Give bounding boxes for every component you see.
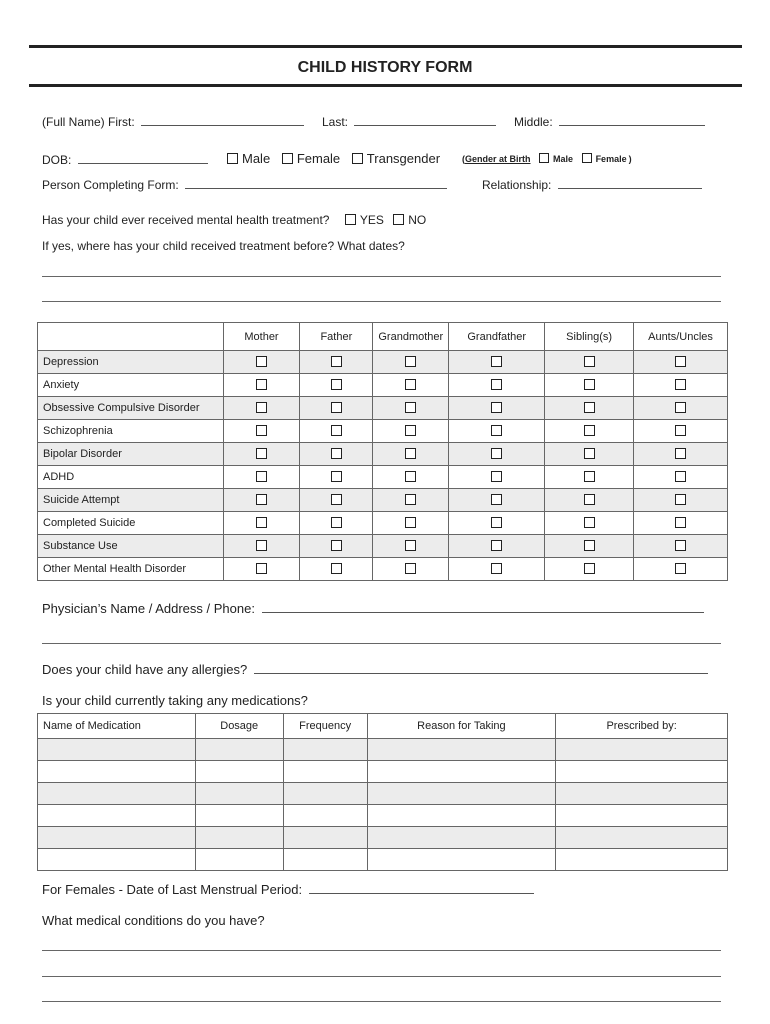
person-completing-group xyxy=(42,177,447,192)
physician-field[interactable] xyxy=(262,601,704,613)
checkbox-cell xyxy=(223,535,300,558)
checkbox-cell xyxy=(223,466,300,489)
medication-cell[interactable] xyxy=(38,827,196,849)
table-row xyxy=(38,420,728,443)
checkbox-cell xyxy=(545,351,634,374)
table-row xyxy=(38,558,728,581)
condition-label: Bipolar Disorder xyxy=(38,443,224,466)
relative-checkbox[interactable] xyxy=(256,563,267,574)
checkbox-cell xyxy=(449,351,545,374)
medication-cell[interactable] xyxy=(367,805,556,827)
medications-table-header xyxy=(38,714,728,739)
medication-cell[interactable] xyxy=(367,761,556,783)
medication-cell[interactable] xyxy=(556,783,728,805)
relative-checkbox[interactable] xyxy=(331,379,342,390)
dob-group xyxy=(42,152,208,167)
condition-label: ADHD xyxy=(38,466,224,489)
checkbox-cell xyxy=(373,466,449,489)
checkbox-cell xyxy=(634,535,728,558)
relative-checkbox[interactable] xyxy=(675,517,686,528)
table-row xyxy=(38,466,728,489)
checkbox-cell xyxy=(634,489,728,512)
checkbox-cell xyxy=(223,420,300,443)
medication-cell[interactable] xyxy=(556,827,728,849)
checkbox-cell xyxy=(545,489,634,512)
relative-checkbox[interactable] xyxy=(405,517,416,528)
relative-checkbox[interactable] xyxy=(491,402,502,413)
relative-checkbox[interactable] xyxy=(331,471,342,482)
checkbox-cell xyxy=(223,489,300,512)
relative-checkbox[interactable] xyxy=(405,425,416,436)
relative-checkbox[interactable] xyxy=(256,425,267,436)
relative-checkbox[interactable] xyxy=(331,356,342,367)
paren-close: ) xyxy=(628,154,632,164)
conditions-line-3[interactable] xyxy=(42,1001,721,1002)
medication-cell[interactable] xyxy=(283,739,367,761)
relative-checkbox[interactable] xyxy=(584,494,595,505)
treatment-group xyxy=(42,213,426,227)
relative-checkbox[interactable] xyxy=(331,402,342,413)
relative-checkbox[interactable] xyxy=(584,379,595,390)
table-row xyxy=(38,761,728,783)
column-header: Aunts/Uncles xyxy=(634,323,728,351)
checkbox-cell xyxy=(634,443,728,466)
condition-label: Depression xyxy=(38,351,224,374)
checkbox-cell xyxy=(223,397,300,420)
treatment-answer-line-2[interactable] xyxy=(42,301,721,302)
last-name-group xyxy=(322,114,496,129)
checkbox-cell xyxy=(223,512,300,535)
person-completing-label: Person Completing Form: xyxy=(42,178,179,192)
relative-checkbox[interactable] xyxy=(584,448,595,459)
column-header: Prescribed by: xyxy=(556,714,728,739)
checkbox-cell xyxy=(449,535,545,558)
checkbox-cell xyxy=(449,558,545,581)
transgender-label: Transgender xyxy=(366,151,441,166)
checkbox-cell xyxy=(449,512,545,535)
checkbox-cell xyxy=(634,397,728,420)
medication-cell[interactable] xyxy=(283,827,367,849)
relative-checkbox[interactable] xyxy=(405,448,416,459)
checkbox-cell xyxy=(373,535,449,558)
checkbox-cell xyxy=(545,558,634,581)
relative-checkbox[interactable] xyxy=(584,356,595,367)
treatment-followup: If yes, where has your child received treatment before? What dates? xyxy=(42,239,405,253)
condition-label: Anxiety xyxy=(38,374,224,397)
table-row xyxy=(38,783,728,805)
last-name-label: Last: xyxy=(322,115,349,129)
checkbox-cell xyxy=(545,512,634,535)
medication-cell[interactable] xyxy=(556,849,728,871)
column-header: Frequency xyxy=(283,714,367,739)
first-name-field[interactable] xyxy=(141,114,304,126)
physician-line-2[interactable] xyxy=(42,643,721,644)
medication-cell[interactable] xyxy=(195,783,283,805)
last-name-field[interactable] xyxy=(354,114,496,126)
table-row xyxy=(38,397,728,420)
first-name-label: (Full Name) First: xyxy=(42,115,135,129)
title-rule xyxy=(29,84,742,87)
menstrual-group xyxy=(42,882,534,897)
column-header: Name of Medication xyxy=(38,714,196,739)
checkbox-cell xyxy=(449,443,545,466)
relative-checkbox[interactable] xyxy=(584,402,595,413)
checkbox-cell xyxy=(223,374,300,397)
medication-cell[interactable] xyxy=(38,761,196,783)
checkbox-cell xyxy=(223,443,300,466)
medication-cell[interactable] xyxy=(283,849,367,871)
checkbox-cell xyxy=(300,374,373,397)
medication-cell[interactable] xyxy=(556,739,728,761)
checkbox-cell xyxy=(449,420,545,443)
relative-checkbox[interactable] xyxy=(584,540,595,551)
relative-checkbox[interactable] xyxy=(675,540,686,551)
medication-cell[interactable] xyxy=(367,739,556,761)
physician-group xyxy=(42,601,704,616)
table-row xyxy=(38,351,728,374)
relative-checkbox[interactable] xyxy=(331,448,342,459)
medication-cell[interactable] xyxy=(283,783,367,805)
checkbox-cell xyxy=(634,374,728,397)
birth-female-label: Female xyxy=(595,154,627,164)
condition-label: Suicide Attempt xyxy=(38,489,224,512)
checkbox-cell xyxy=(373,374,449,397)
paren-open: ( xyxy=(462,154,465,164)
condition-label: Schizophrenia xyxy=(38,420,224,443)
medication-cell[interactable] xyxy=(195,805,283,827)
table-row xyxy=(38,374,728,397)
relative-checkbox[interactable] xyxy=(491,494,502,505)
column-header: Dosage xyxy=(195,714,283,739)
middle-name-group xyxy=(514,114,705,129)
relative-checkbox[interactable] xyxy=(405,563,416,574)
relative-checkbox[interactable] xyxy=(405,471,416,482)
medication-cell[interactable] xyxy=(195,739,283,761)
yes-label: YES xyxy=(359,213,384,227)
table-row xyxy=(38,827,728,849)
column-header: Mother xyxy=(223,323,300,351)
medication-cell[interactable] xyxy=(195,761,283,783)
table-row xyxy=(38,849,728,871)
relative-checkbox[interactable] xyxy=(405,356,416,367)
checkbox-cell xyxy=(373,351,449,374)
relative-checkbox[interactable] xyxy=(584,517,595,528)
checkbox-cell xyxy=(300,351,373,374)
dob-field[interactable] xyxy=(78,152,208,164)
medication-cell[interactable] xyxy=(195,827,283,849)
checkbox-cell xyxy=(300,512,373,535)
checkbox-cell xyxy=(545,466,634,489)
family-table-header xyxy=(38,323,728,351)
gender-at-birth-label: Gender at Birth xyxy=(465,154,531,164)
condition-label: Substance Use xyxy=(38,535,224,558)
medication-cell[interactable] xyxy=(367,783,556,805)
relative-checkbox[interactable] xyxy=(491,356,502,367)
checkbox-cell xyxy=(634,351,728,374)
person-completing-field[interactable] xyxy=(185,177,447,189)
checkbox-cell xyxy=(634,466,728,489)
medication-cell[interactable] xyxy=(556,761,728,783)
female-checkbox[interactable] xyxy=(282,153,293,164)
relative-checkbox[interactable] xyxy=(584,563,595,574)
allergies-field[interactable] xyxy=(254,662,708,674)
relative-checkbox[interactable] xyxy=(491,563,502,574)
relative-checkbox[interactable] xyxy=(584,425,595,436)
top-rule xyxy=(29,45,742,48)
column-header: Father xyxy=(300,323,373,351)
male-label: Male xyxy=(242,151,271,166)
relative-checkbox[interactable] xyxy=(405,540,416,551)
relative-checkbox[interactable] xyxy=(331,425,342,436)
relative-checkbox[interactable] xyxy=(405,402,416,413)
relative-checkbox[interactable] xyxy=(491,425,502,436)
relative-checkbox[interactable] xyxy=(675,494,686,505)
checkbox-cell xyxy=(449,489,545,512)
checkbox-cell xyxy=(449,397,545,420)
checkbox-cell xyxy=(300,489,373,512)
column-header: Grandmother xyxy=(373,323,449,351)
conditions-line-2[interactable] xyxy=(42,976,721,977)
medication-cell[interactable] xyxy=(367,849,556,871)
yes-checkbox[interactable] xyxy=(345,214,356,225)
medication-cell[interactable] xyxy=(556,805,728,827)
no-checkbox[interactable] xyxy=(393,214,404,225)
checkbox-cell xyxy=(634,558,728,581)
allergies-label: Does your child have any allergies? xyxy=(42,662,248,677)
transgender-checkbox[interactable] xyxy=(352,153,363,164)
relative-checkbox[interactable] xyxy=(675,379,686,390)
menstrual-field[interactable] xyxy=(309,882,534,894)
medications-table xyxy=(37,713,728,871)
relative-checkbox[interactable] xyxy=(675,402,686,413)
checkbox-cell xyxy=(634,420,728,443)
checkbox-cell xyxy=(300,443,373,466)
relative-checkbox[interactable] xyxy=(256,471,267,482)
relative-checkbox[interactable] xyxy=(256,379,267,390)
relative-checkbox[interactable] xyxy=(405,379,416,390)
dob-label: DOB: xyxy=(42,153,72,167)
relative-checkbox[interactable] xyxy=(256,356,267,367)
relative-checkbox[interactable] xyxy=(675,471,686,482)
checkbox-cell xyxy=(223,558,300,581)
checkbox-cell xyxy=(373,397,449,420)
relationship-label: Relationship: xyxy=(482,178,552,192)
relative-checkbox[interactable] xyxy=(491,379,502,390)
birth-male-label: Male xyxy=(553,154,574,164)
allergies-group xyxy=(42,662,708,677)
table-row xyxy=(38,489,728,512)
conditions-question: What medical conditions do you have? xyxy=(42,913,265,928)
relative-checkbox[interactable] xyxy=(256,517,267,528)
relative-checkbox[interactable] xyxy=(584,471,595,482)
table-row xyxy=(38,739,728,761)
relative-checkbox[interactable] xyxy=(675,425,686,436)
relative-checkbox[interactable] xyxy=(675,563,686,574)
checkbox-cell xyxy=(545,374,634,397)
medication-cell[interactable] xyxy=(283,761,367,783)
header-blank xyxy=(38,323,224,351)
name-row xyxy=(42,114,304,129)
relative-checkbox[interactable] xyxy=(331,517,342,528)
checkbox-cell xyxy=(449,374,545,397)
male-checkbox[interactable] xyxy=(227,153,238,164)
column-header: Grandfather xyxy=(449,323,545,351)
physician-label: Physician’s Name / Address / Phone: xyxy=(42,601,255,616)
gender-at-birth-group xyxy=(462,153,632,164)
checkbox-cell xyxy=(300,420,373,443)
form-title: CHILD HISTORY FORM xyxy=(297,59,473,76)
checkbox-cell xyxy=(545,420,634,443)
medication-cell[interactable] xyxy=(283,805,367,827)
checkbox-cell xyxy=(449,466,545,489)
middle-name-label: Middle: xyxy=(514,115,553,129)
medication-cell[interactable] xyxy=(195,849,283,871)
checkbox-cell xyxy=(300,558,373,581)
relative-checkbox[interactable] xyxy=(491,471,502,482)
birth-male-checkbox[interactable] xyxy=(539,153,549,163)
relative-checkbox[interactable] xyxy=(256,540,267,551)
condition-label: Obsessive Compulsive Disorder xyxy=(38,397,224,420)
table-row xyxy=(38,443,728,466)
column-header: Reason for Taking xyxy=(367,714,556,739)
birth-female-checkbox[interactable] xyxy=(582,153,592,163)
relative-checkbox[interactable] xyxy=(256,402,267,413)
table-row xyxy=(38,535,728,558)
checkbox-cell xyxy=(223,351,300,374)
checkbox-cell xyxy=(545,535,634,558)
conditions-line-1[interactable] xyxy=(42,950,721,951)
checkbox-cell xyxy=(373,443,449,466)
relative-checkbox[interactable] xyxy=(405,494,416,505)
no-label: NO xyxy=(408,213,427,227)
condition-label: Completed Suicide xyxy=(38,512,224,535)
medication-cell[interactable] xyxy=(38,805,196,827)
middle-name-field[interactable] xyxy=(559,114,705,126)
checkbox-cell xyxy=(634,512,728,535)
condition-label: Other Mental Health Disorder xyxy=(38,558,224,581)
relative-checkbox[interactable] xyxy=(491,540,502,551)
checkbox-cell xyxy=(373,558,449,581)
relationship-group xyxy=(482,177,702,192)
table-row xyxy=(38,512,728,535)
relative-checkbox[interactable] xyxy=(256,448,267,459)
relative-checkbox[interactable] xyxy=(675,448,686,459)
gender-group xyxy=(227,151,440,166)
treatment-question: Has your child ever received mental health treatment? xyxy=(42,213,330,227)
checkbox-cell xyxy=(373,489,449,512)
table-row xyxy=(38,805,728,827)
relative-checkbox[interactable] xyxy=(491,517,502,528)
checkbox-cell xyxy=(545,397,634,420)
female-label: Female xyxy=(296,151,341,166)
checkbox-cell xyxy=(300,466,373,489)
checkbox-cell xyxy=(545,443,634,466)
checkbox-cell xyxy=(373,420,449,443)
relative-checkbox[interactable] xyxy=(331,563,342,574)
medication-cell[interactable] xyxy=(38,849,196,871)
relative-checkbox[interactable] xyxy=(256,494,267,505)
relative-checkbox[interactable] xyxy=(331,494,342,505)
relative-checkbox[interactable] xyxy=(331,540,342,551)
relative-checkbox[interactable] xyxy=(675,356,686,367)
treatment-answer-line-1[interactable] xyxy=(42,276,721,277)
medications-question: Is your child currently taking any medications? xyxy=(42,693,308,708)
medication-cell[interactable] xyxy=(367,827,556,849)
menstrual-label: For Females - Date of Last Menstrual Period: xyxy=(42,882,303,897)
checkbox-cell xyxy=(300,535,373,558)
relationship-field[interactable] xyxy=(558,177,702,189)
checkbox-cell xyxy=(300,397,373,420)
medication-cell[interactable] xyxy=(38,739,196,761)
relative-checkbox[interactable] xyxy=(491,448,502,459)
medication-cell[interactable] xyxy=(38,783,196,805)
family-history-table xyxy=(37,322,728,581)
column-header: Sibling(s) xyxy=(545,323,634,351)
checkbox-cell xyxy=(373,512,449,535)
